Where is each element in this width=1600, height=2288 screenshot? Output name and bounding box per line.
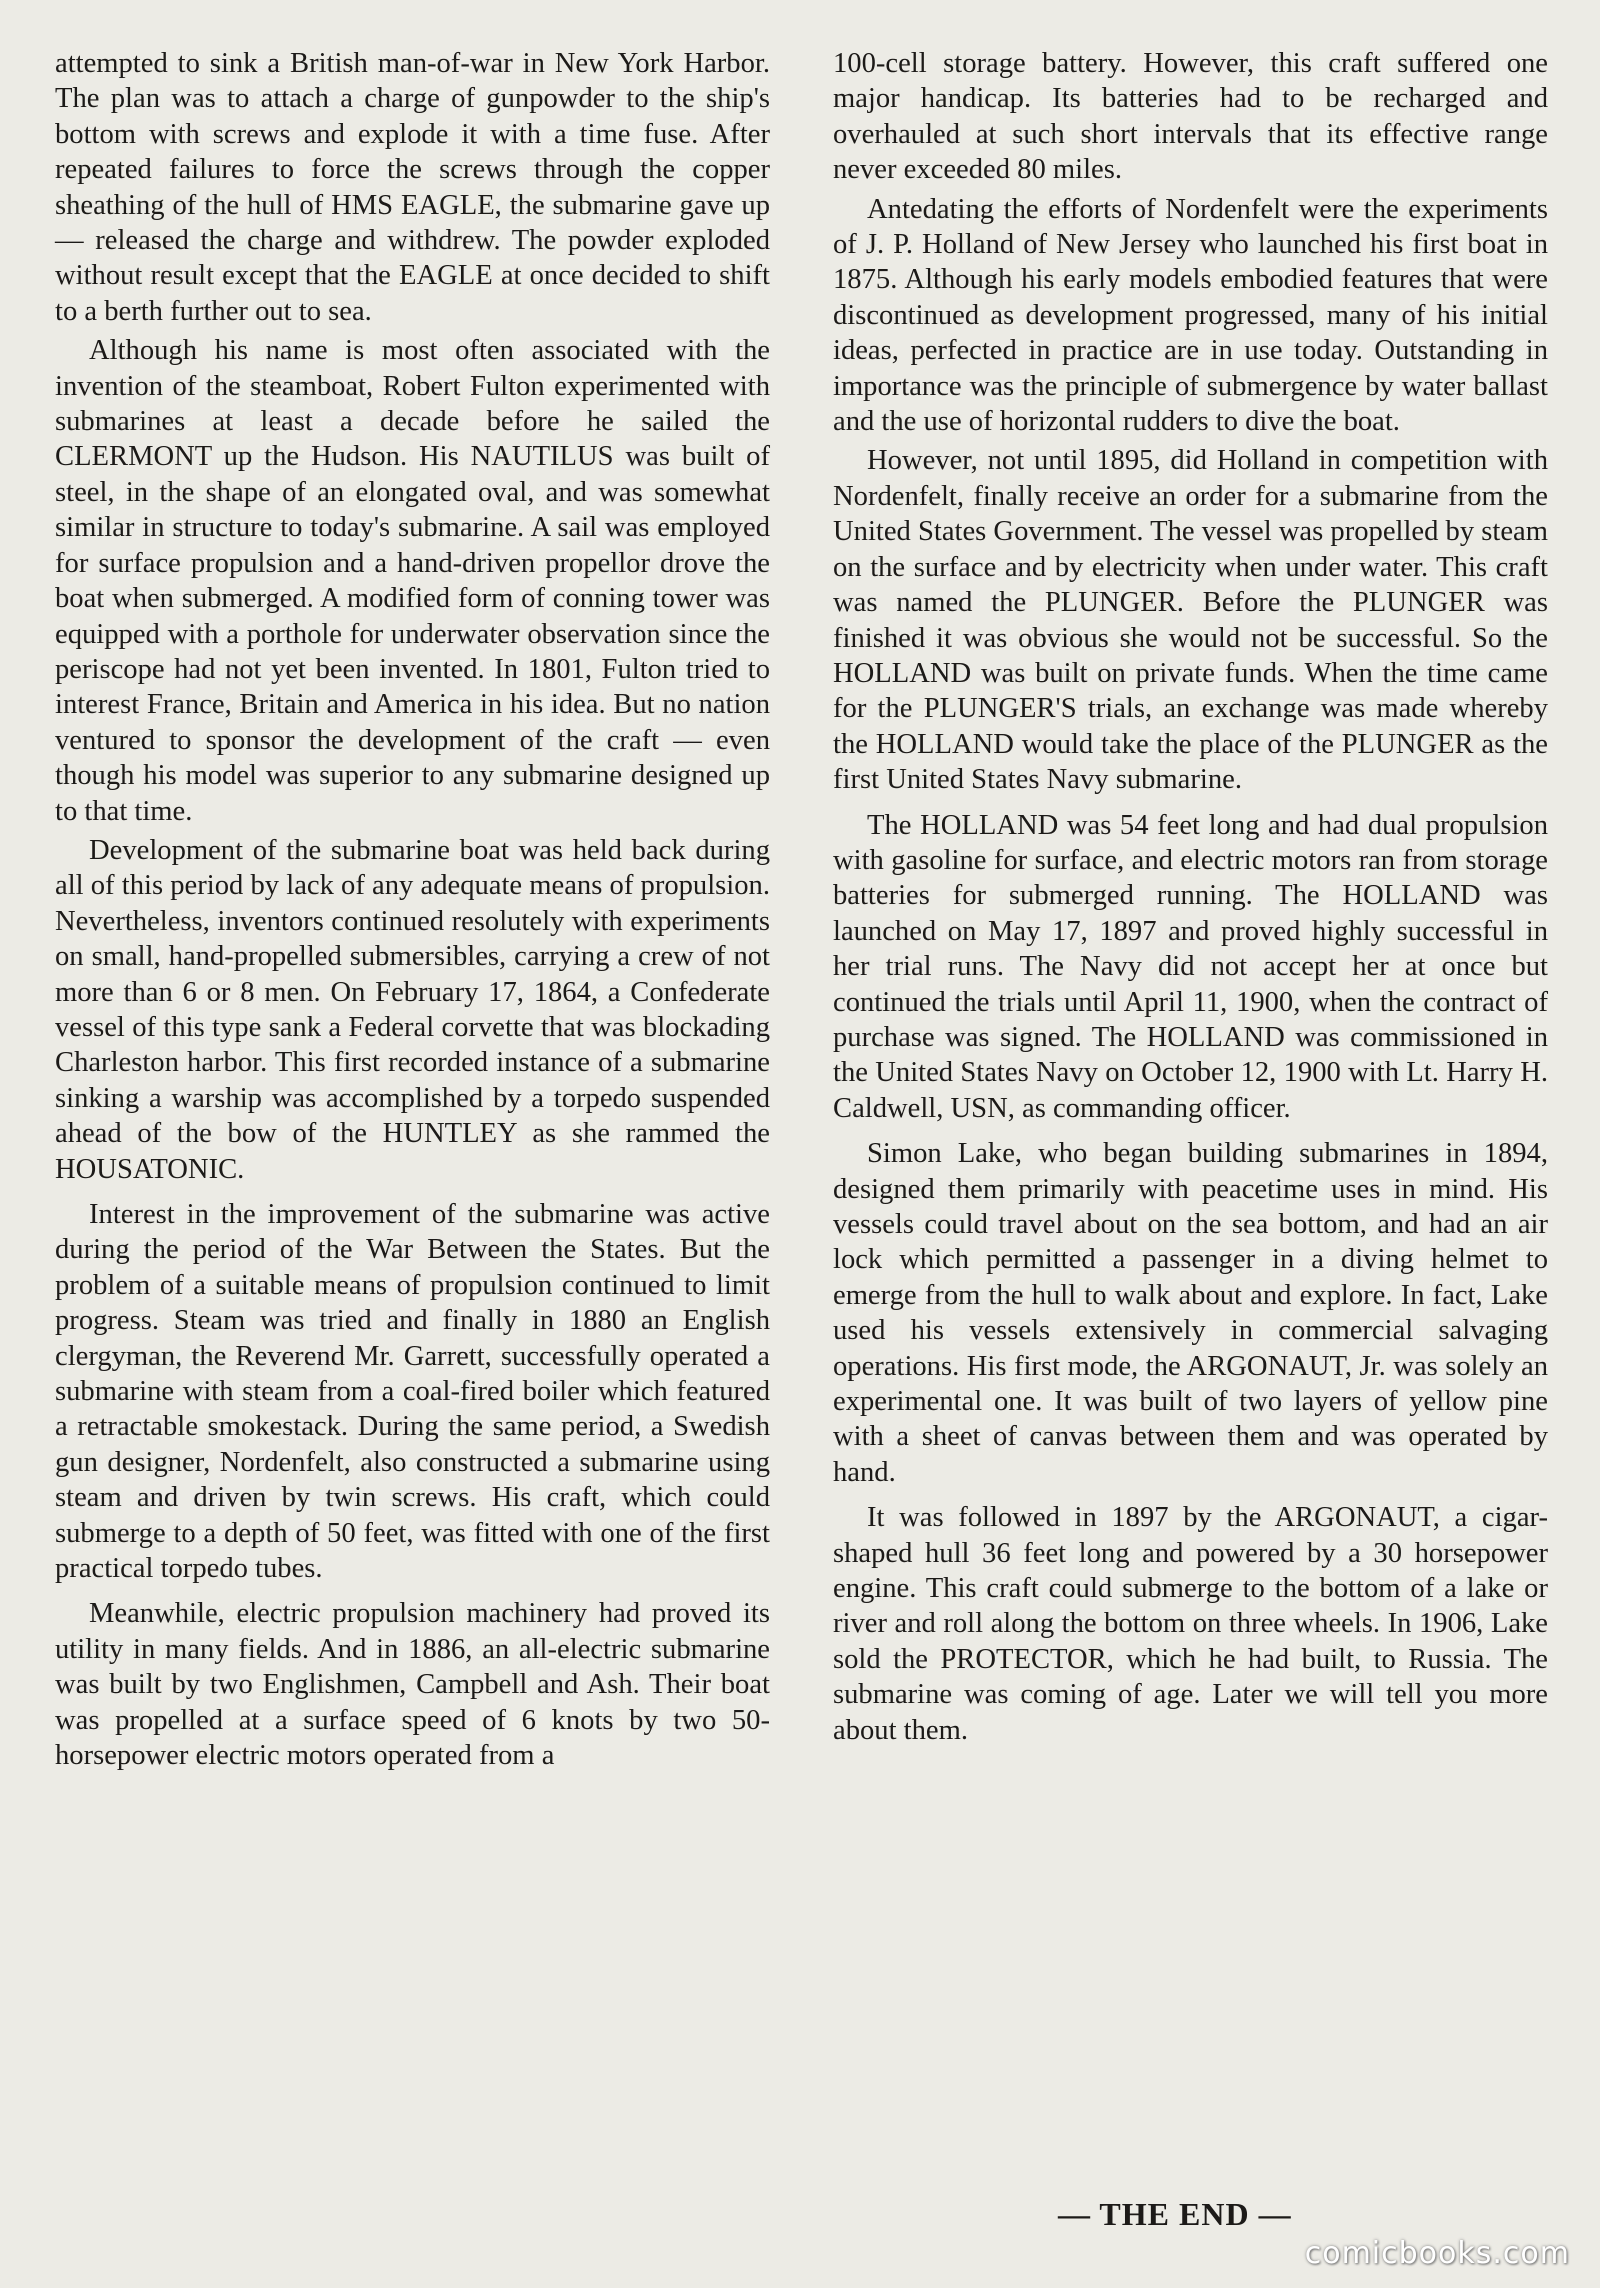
paragraph: Antedating the efforts of Nordenfelt were the experiments of J. P. Holland of New Jersey who launched his first boat in 1875. Although his early models embodied features that were discontinued as development progressed, many of his initial ideas, perfected in practice are in use today. Outstanding in importance was the principle of submergence by water ballast and the use of horizontal rudders to dive the boat. (833, 193, 1548, 438)
paragraph: Simon Lake, who began building submarines in 1894, designed them primarily with peacetime uses in mind. His vessels could travel about on the sea bottom, and had an air lock which permitted a passenger in a diving helmet to emerge from the hull to walk about and explore. In fact, Lake used his vessels extensively in commercial salvaging operations. His first mode, the ARGONAUT, Jr. was solely an experimental one. It was built of two layers of yellow pine with a sheet of canvas between them and was operated by hand. (833, 1138, 1548, 1488)
paragraph: Meanwhile, electric propulsion machinery had proved its utility in many fields. And in 1886, an all-electric submarine was built by two Englishmen, Campbell and Ash. Their boat was propelled at a surface speed of 6 knots by two 50-horsepower electric motors operated from a (55, 1598, 770, 1772)
paragraph: attempted to sink a British man-of-war in New York Harbor. The plan was to attach a charge of gunpowder to the ship's bottom with screws and explode it with a time fuse. After repeated failures to force the screws through the copper sheathing of the hull of HMS EAGLE, the submarine gave up — released the charge and withdrew. The powder exploded without result except that the EAGLE at once decided to shift to a berth further out to sea. (55, 48, 770, 327)
watermark: comicbooks.com (1304, 2236, 1570, 2271)
paragraph: However, not until 1895, did Holland in competition with Nordenfelt, finally receive an order for a submarine from the United States Government. The vessel was propelled by steam on the surface and by electricity when under water. This craft was named the PLUNGER. Before the PLUNGER was finished it was obvious she would not be successful. So the HOLLAND was built on private funds. When the time came for the PLUNGER'S trials, an exchange was made whereby the HOLLAND would take the place of the PLUNGER as the first United States Navy submarine. (833, 445, 1548, 796)
paragraph: Although his name is most often associated with the invention of the steamboat, Robert Fulton experimented with submarines at least a decade before he sailed the CLERMONT up the Hudson. His NAUTILUS was built of steel, in the shape of an elongated oval, and was somewhat similar in structure to today's submarine. A sail was employed for surface propulsion and a hand-driven propellor drove the boat when submerged. A modified form of conning tower was equipped with a porthole for underwater observation since the periscope had not yet been invented. In 1801, Fulton tried to interest France, Britain and America in his idea. But no nation ventured to sponsor the development of the craft — even though his model was superior to any submarine designed up to that time. (55, 335, 770, 827)
paragraph: Development of the submarine boat was held back during all of this period by lack of any adequate means of propulsion. Nevertheless, inventors continued resolutely with experiments on small, hand-propelled submersibles, carrying a crew of not more than 6 or 8 men. On February 17, 1864, a Confederate vessel of this type sank a Federal corvette that was blockading Charleston harbor. This first recorded instance of a submarine sinking a warship was accomplished by a torpedo suspended ahead of the bow of the HUNTLEY as she rammed the HOUSATONIC. (55, 834, 770, 1185)
paragraph: The HOLLAND was 54 feet long and had dual propulsion with gasoline for surface, and electric motors ran from storage batteries for submerged running. The HOLLAND was launched on May 17, 1897 and proved highly successful in her trial runs. The Navy did not accept her at once but continued the trials until April 11, 1900, when the contract of purchase was signed. The HOLLAND was commissioned in the United States Navy on October 12, 1900 with Lt. Harry H. Caldwell, USN, as commanding officer. (833, 809, 1548, 1124)
paragraph: Interest in the improvement of the submarine was active during the period of the War Between the States. But the problem of a suitable means of propulsion continued to limit progress. Steam was tried and finally in 1880 an English clergyman, the Reverend Mr. Garrett, successfully operated a submarine with steam from a coal-fired boiler which featured a retractable smokestack. During the same period, a Swedish gun designer, Nordenfelt, also constructed a submarine using steam and driven by twin screws. His craft, which could submerge to a depth of 50 feet, was fitted with one of the first practical torpedo tubes. (55, 1199, 770, 1585)
right-text-column (833, 46, 1548, 1752)
paragraph: It was followed in 1897 by the ARGONAUT, a cigar-shaped hull 36 feet long and powered by a 30 horsepower engine. This craft could submerge to the bottom of a lake or river and roll along the bottom on three wheels. In 1906, Lake sold the PROTECTOR, which he had built, to Russia. The submarine was coming of age. Later we will tell you more about them. (833, 1502, 1548, 1746)
the-end-mark: — THE END — (1058, 2196, 1292, 2232)
paragraph: 100-cell storage battery. However, this craft suffered one major handicap. Its batteries had to be recharged and overhauled at such short intervals that its effective range never exceeded 80 miles. (833, 48, 1548, 186)
left-text-column (55, 46, 770, 1778)
